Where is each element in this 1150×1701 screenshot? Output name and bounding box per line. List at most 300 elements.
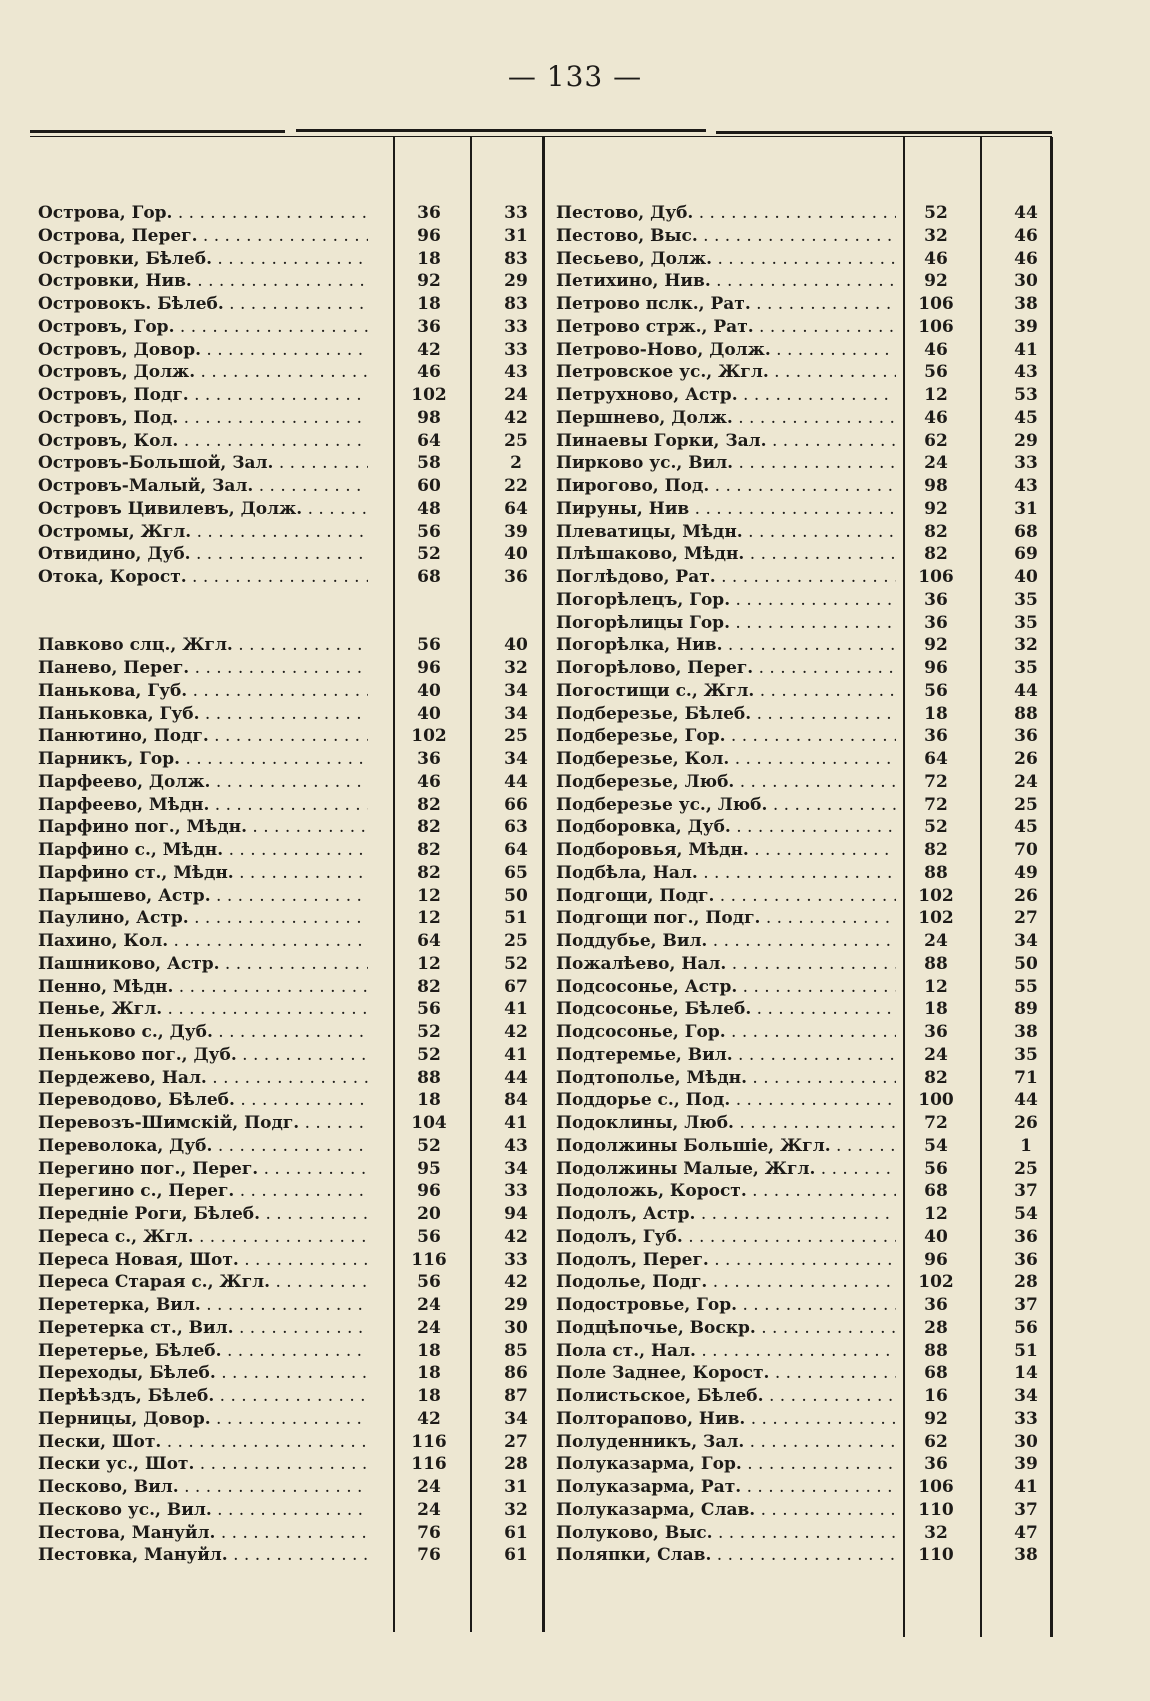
entry-number: 94	[504, 1204, 528, 1224]
entry-page: 36	[417, 316, 441, 337]
entry-name: Полуказарма, Слав. . . .	[556, 1499, 896, 1522]
entry-number: 34	[504, 1408, 528, 1429]
entry-number: 26	[1014, 885, 1038, 906]
entry-number: 1	[1020, 1135, 1032, 1156]
entry-number: 39	[504, 521, 528, 542]
entry-number: 41	[504, 1113, 528, 1133]
entry-page: 62	[924, 430, 948, 451]
entry-number: 38	[1014, 1545, 1038, 1566]
entry-name: Полторапово, Нив. . . .	[556, 1408, 896, 1431]
entry-page: 96	[417, 1181, 441, 1202]
entry-number: 29	[504, 1295, 528, 1315]
entry-page: 68	[924, 1363, 948, 1384]
entry-page: 36	[924, 1295, 948, 1315]
entry-name: Погостищи с., Жгл. . . .	[556, 680, 896, 703]
entry-name: Перетерка, Вил. . . .	[38, 1294, 368, 1317]
entry-page: 64	[417, 430, 441, 451]
entry-name: Передніе Роги, Бѣлеб. . . .	[38, 1203, 368, 1226]
entry-number: 33	[1014, 1408, 1038, 1429]
entry-name: Парфино ст., Мѣдн. . . .	[38, 862, 368, 885]
entry-number: 43	[504, 362, 528, 383]
entry-number: 31	[504, 1477, 528, 1497]
entry-name: Островъ, Подг. . . .	[38, 384, 368, 407]
entry-name: Подолжины Большіе, Жгл. . . .	[556, 1135, 896, 1158]
entry-name: Подберезье, Кол. . . .	[556, 748, 896, 771]
entry-page: 46	[924, 248, 948, 269]
entry-name: Острова, Перег. . . .	[38, 225, 368, 248]
entry-name: Подтополье, Мѣдн. . . .	[556, 1067, 896, 1090]
entry-number: 28	[1014, 1272, 1038, 1293]
entry-name: Островъ-Большой, Зал. . . .	[38, 452, 368, 475]
entry-page: 106	[918, 567, 954, 587]
entry-page: 106	[918, 294, 954, 314]
entry-page: 36	[924, 726, 948, 747]
entry-page: 12	[924, 385, 948, 405]
entry-page: 56	[417, 1272, 441, 1293]
entry-number: 44	[1014, 1090, 1038, 1111]
entry-number: 86	[504, 1363, 528, 1384]
entry-page: 82	[924, 1067, 948, 1088]
entry-name: Подборовья, Мѣдн. . . .	[556, 839, 896, 862]
entry-name: Пола ст., Нал. . . .	[556, 1340, 896, 1363]
entry-number: 50	[1014, 953, 1038, 974]
entry-page: 18	[924, 999, 948, 1020]
entry-name: Поглѣдово, Рат. . . .	[556, 566, 896, 589]
entry-page: 82	[924, 544, 948, 565]
entry-page: 36	[924, 1454, 948, 1475]
entry-name: Полуказарма, Гор. . . .	[556, 1453, 896, 1476]
entry-page: 88	[417, 1067, 441, 1088]
entry-page: 40	[417, 703, 441, 724]
entry-number: 25	[504, 726, 528, 747]
entry-page: 24	[924, 931, 948, 951]
entry-page: 72	[924, 771, 948, 792]
entry-number: 38	[1014, 1022, 1038, 1042]
entry-page: 96	[924, 658, 948, 678]
entry-page: 110	[918, 1499, 954, 1520]
entry-name: Подсосонье, Гор. . . .	[556, 1021, 896, 1044]
entry-page: 102	[918, 885, 954, 906]
entry-page: 32	[924, 1522, 948, 1543]
entry-name: Парфеево, Мѣдн. . . .	[38, 794, 368, 817]
entry-number: 27	[504, 1431, 528, 1452]
entry-number: 26	[1014, 1113, 1038, 1133]
entry-name: Погорѣлово, Перег. . . .	[556, 657, 896, 680]
entry-number: 71	[1014, 1067, 1038, 1088]
entry-name: Подолъ, Перег. . . .	[556, 1249, 896, 1272]
entry-name: Подолъ, Губ. . . .	[556, 1226, 896, 1249]
entry-name: Паньковка, Губ. . . .	[38, 703, 368, 726]
entry-name: Переводово, Бѣлеб. . . .	[38, 1089, 368, 1112]
entry-page: 46	[417, 362, 441, 383]
entry-number: 33	[504, 339, 528, 360]
entry-name: Островки, Нив. . . .	[38, 270, 368, 293]
entry-page: 12	[924, 1204, 948, 1224]
entry-number: 66	[504, 794, 528, 815]
entry-number: 34	[504, 1158, 528, 1179]
entry-name: Полистьское, Бѣлеб. . . .	[556, 1385, 896, 1408]
entry-page: 46	[924, 407, 948, 428]
entry-page: 52	[924, 203, 948, 223]
entry-number: 42	[504, 407, 528, 428]
entry-number: 42	[504, 1272, 528, 1293]
entry-page: 82	[924, 840, 948, 860]
table-header-rule	[30, 136, 1052, 137]
entry-number: 52	[504, 953, 528, 974]
entry-page: 100	[918, 1090, 954, 1111]
entry-page: 96	[924, 1249, 948, 1270]
entry-number: 33	[504, 1249, 528, 1270]
entry-page: 82	[417, 976, 441, 997]
entry-name: Парфино пог., Мѣдн. . . .	[38, 816, 368, 839]
entry-number: 25	[504, 931, 528, 951]
entry-number: 53	[1014, 385, 1038, 405]
entry-page: 116	[411, 1249, 447, 1270]
entry-name: Панькова, Губ. . . .	[38, 680, 368, 703]
entry-name: Подоклины, Люб. . . .	[556, 1112, 896, 1135]
entry-number: 25	[504, 430, 528, 451]
entry-page: 18	[417, 248, 441, 269]
entry-number: 55	[1014, 976, 1038, 997]
entry-number: 26	[1014, 749, 1038, 769]
entry-name: Подберезье ус., Люб. . . .	[556, 794, 896, 817]
entry-page: 46	[924, 339, 948, 360]
entry-page: 56	[924, 1158, 948, 1179]
entry-page: 92	[924, 498, 948, 519]
entry-number: 37	[1014, 1499, 1038, 1520]
entry-number: 24	[504, 385, 528, 405]
entry-name: Песково ус., Вил. . . .	[38, 1499, 368, 1522]
entry-number: 39	[1014, 1454, 1038, 1475]
entry-number: 70	[1014, 840, 1038, 860]
entry-page: 98	[924, 476, 948, 496]
entry-page: 36	[417, 203, 441, 223]
entry-page: 82	[417, 862, 441, 883]
entry-page: 42	[417, 1408, 441, 1429]
entry-page: 72	[924, 1113, 948, 1133]
entry-number: 28	[504, 1454, 528, 1475]
entry-page: 56	[417, 521, 441, 542]
entry-page: 116	[411, 1431, 447, 1452]
entry-name: Полуденникъ, Зал. . . .	[556, 1431, 896, 1454]
entry-number: 37	[1014, 1181, 1038, 1202]
entry-number: 22	[504, 476, 528, 496]
entry-page: 24	[924, 453, 948, 474]
entry-name: Остромы, Жгл. . . .	[38, 521, 368, 544]
entry-page: 16	[924, 1386, 948, 1406]
entry-page: 76	[417, 1522, 441, 1543]
entry-page: 72	[924, 794, 948, 815]
entry-page: 20	[417, 1204, 441, 1224]
entry-name: Поддорье с., Под. . . .	[556, 1089, 896, 1112]
entry-page: 102	[411, 385, 447, 405]
entry-number: 43	[1014, 476, 1038, 496]
entry-page: 24	[417, 1477, 441, 1497]
entry-name: Погорѣлка, Нив. . . .	[556, 634, 896, 657]
entry-number: 87	[504, 1386, 528, 1406]
entry-number: 54	[1014, 1204, 1038, 1224]
entry-number: 51	[504, 908, 528, 929]
entry-name: Павково слц., Жгл. . . .	[38, 634, 368, 657]
entry-number: 35	[1014, 1044, 1038, 1065]
entry-page: 92	[924, 635, 948, 656]
entry-page: 95	[417, 1158, 441, 1179]
entry-page: 102	[411, 726, 447, 747]
entry-number: 33	[504, 316, 528, 337]
entry-page: 92	[417, 271, 441, 292]
entry-number: 24	[1014, 771, 1038, 792]
entry-number: 83	[504, 294, 528, 314]
entry-number: 30	[1014, 1431, 1038, 1452]
entry-name: Островокъ. Бѣлеб. . . .	[38, 293, 368, 316]
entry-number: 40	[504, 635, 528, 656]
entry-name: Отока, Корост. . . .	[38, 566, 368, 589]
entry-number: 41	[504, 999, 528, 1020]
entry-name: Пердежево, Нал. . . .	[38, 1067, 368, 1090]
entry-page: 18	[417, 1090, 441, 1111]
entry-number: 36	[1014, 1249, 1038, 1270]
entry-name: Парфеево, Долж. . . .	[38, 771, 368, 794]
entry-name: Подолъ, Астр. . . .	[556, 1203, 896, 1226]
entry-name: Островъ, Довор. . . .	[38, 339, 368, 362]
entry-number: 44	[504, 771, 528, 792]
entry-page: 12	[417, 885, 441, 906]
entry-name: Пеньково пог., Дуб. . . .	[38, 1044, 368, 1067]
entry-name: Островки, Бѣлеб. . . .	[38, 248, 368, 271]
entry-page: 52	[417, 1044, 441, 1065]
entry-page: 104	[411, 1113, 447, 1133]
entry-number: 84	[504, 1090, 528, 1111]
entry-page: 56	[417, 999, 441, 1020]
entry-name: Подсосонье, Бѣлеб. . . .	[556, 998, 896, 1021]
entry-name: Першнево, Долж. . . .	[556, 407, 896, 430]
entry-name: Переходы, Бѣлеб. . . .	[38, 1362, 368, 1385]
entry-page: 52	[417, 544, 441, 565]
entry-number: 46	[1014, 225, 1038, 246]
entry-name: Панютино, Подг. . . .	[38, 725, 368, 748]
entry-page: 106	[918, 1477, 954, 1497]
entry-page: 68	[924, 1181, 948, 1202]
entry-name: Песьево, Долж. . . .	[556, 248, 896, 271]
entry-name: Пашниково, Астр. . . .	[38, 953, 368, 976]
entry-name: Поддубье, Вил. . . .	[556, 930, 896, 953]
entry-number: 63	[504, 817, 528, 838]
entry-page: 24	[417, 1499, 441, 1520]
entry-name: Подцѣпочье, Воскр. . . .	[556, 1317, 896, 1340]
entry-name: Плеватицы, Мѣдн. . . .	[556, 521, 896, 544]
right-col-divider-2	[980, 137, 982, 1637]
entry-name: Переса Новая, Шот. . . .	[38, 1249, 368, 1272]
entry-page: 28	[924, 1317, 948, 1338]
entry-number: 33	[504, 203, 528, 223]
entry-number: 43	[1014, 362, 1038, 383]
entry-page: 40	[924, 1226, 948, 1247]
entry-number: 83	[504, 248, 528, 269]
entry-name: Острова, Гор. . . .	[38, 202, 368, 225]
entry-number: 27	[1014, 908, 1038, 929]
entry-name: Островъ-Малый, Зал. . . .	[38, 475, 368, 498]
entry-page: 98	[417, 407, 441, 428]
entry-number: 35	[1014, 612, 1038, 633]
entry-page: 92	[924, 271, 948, 292]
entry-number: 37	[1014, 1295, 1038, 1315]
entry-page: 106	[918, 316, 954, 337]
entry-name: Пируны, Нив . . .	[556, 498, 896, 521]
entry-page: 46	[417, 771, 441, 792]
entry-number: 41	[1014, 1477, 1038, 1497]
entry-number: 35	[1014, 589, 1038, 610]
entry-name: Подбѣла, Нал. . . .	[556, 862, 896, 885]
entry-page: 82	[417, 817, 441, 838]
entry-number: 34	[1014, 931, 1038, 951]
entry-number: 34	[504, 680, 528, 701]
entry-number: 36	[1014, 1226, 1038, 1247]
entry-page: 102	[918, 1272, 954, 1293]
entry-name: Островъ, Долж. . . .	[38, 361, 368, 384]
entry-number: 67	[504, 976, 528, 997]
entry-number: 38	[1014, 294, 1038, 314]
entry-name: Подоложь, Корост. . . .	[556, 1180, 896, 1203]
entry-number: 31	[1014, 498, 1038, 519]
entry-number: 42	[504, 1022, 528, 1042]
entry-number: 33	[504, 1181, 528, 1202]
entry-name: Пестово, Выс. . . .	[556, 225, 896, 248]
entry-page: 68	[417, 567, 441, 587]
entry-page: 82	[417, 794, 441, 815]
entry-number: 25	[1014, 794, 1038, 815]
entry-name: Пожалѣево, Нал. . . .	[556, 953, 896, 976]
entry-number: 14	[1014, 1363, 1038, 1384]
entry-page: 18	[924, 703, 948, 724]
entry-number: 40	[1014, 567, 1038, 587]
entry-page: 36	[417, 749, 441, 769]
entry-name: Поле Заднее, Корост. . . .	[556, 1362, 896, 1385]
entry-name: Погорѣлецъ, Гор. . . .	[556, 589, 896, 612]
entry-page: 56	[924, 362, 948, 383]
entry-name: Перѣѣздъ, Бѣлеб. . . .	[38, 1385, 368, 1408]
entry-number: 32	[1014, 635, 1038, 656]
entry-page: 56	[417, 1226, 441, 1247]
entry-page: 36	[924, 1022, 948, 1042]
entry-page: 18	[417, 1386, 441, 1406]
entry-name: Песково, Вил. . . .	[38, 1476, 368, 1499]
entry-page: 56	[417, 635, 441, 656]
entry-name: Плѣшаково, Мѣдн. . . .	[556, 543, 896, 566]
entry-name: Перегино с., Перег. . . .	[38, 1180, 368, 1203]
entry-name: Петихино, Нив. . . .	[556, 270, 896, 293]
entry-number: 42	[504, 1226, 528, 1247]
entry-page: 42	[417, 339, 441, 360]
entry-name: Островъ Цивилевъ, Долж. . . .	[38, 498, 368, 521]
entry-name: Парышево, Астр. . . .	[38, 885, 368, 908]
entry-name: Перетерка ст., Вил. . . .	[38, 1317, 368, 1340]
entry-number: 44	[1014, 203, 1038, 223]
entry-name: Пинаевы Горки, Зал. . . .	[556, 430, 896, 453]
entry-page: 24	[417, 1317, 441, 1338]
entry-name: Панево, Перег. . . .	[38, 657, 368, 680]
entry-name: Парфино с., Мѣдн. . . .	[38, 839, 368, 862]
entry-name: Переволока, Дуб. . . .	[38, 1135, 368, 1158]
entry-page: 12	[924, 976, 948, 997]
entry-page: 40	[417, 680, 441, 701]
entry-number: 40	[504, 544, 528, 565]
entry-page: 82	[417, 840, 441, 860]
entry-page: 56	[924, 680, 948, 701]
entry-name: Перевозъ-Шимскій, Подг. . . .	[38, 1112, 368, 1135]
entry-name: Пестовка, Мануйл. . . .	[38, 1544, 368, 1567]
entry-number: 36	[1014, 726, 1038, 747]
entry-name: Пески ус., Шот. . . .	[38, 1453, 368, 1476]
entry-number: 30	[1014, 271, 1038, 292]
entry-number: 30	[504, 1317, 528, 1338]
entry-name: Подборовка, Дуб. . . .	[556, 816, 896, 839]
entry-page: 88	[924, 862, 948, 883]
entry-number: 36	[504, 567, 528, 587]
left-col-divider-2	[470, 137, 472, 1632]
entry-name: Островъ, Под. . . .	[38, 407, 368, 430]
entry-name: Перетерье, Бѣлеб. . . .	[38, 1340, 368, 1363]
entry-page: 32	[924, 225, 948, 246]
table-top-rule-left	[30, 130, 285, 133]
entry-number: 2	[510, 453, 522, 474]
entry-page: 24	[417, 1295, 441, 1315]
table-top-rule-right	[716, 131, 1052, 134]
entry-name: Петрово-Ново, Долж. . . .	[556, 339, 896, 362]
entry-name: Полуково, Выс. . . .	[556, 1522, 896, 1545]
entry-number: 29	[1014, 430, 1038, 451]
entry-name: Переса Старая с., Жгл. . . .	[38, 1271, 368, 1294]
entry-name: Островъ, Гор. . . .	[38, 316, 368, 339]
entry-number: 32	[504, 1499, 528, 1520]
entry-name: Подостровье, Гор. . . .	[556, 1294, 896, 1317]
entry-number: 61	[504, 1545, 528, 1566]
entry-page: 60	[417, 476, 441, 496]
entry-page: 12	[417, 908, 441, 929]
entry-number: 41	[1014, 339, 1038, 360]
entry-number: 45	[1014, 407, 1038, 428]
entry-page: 36	[924, 589, 948, 610]
entry-name: Петровское ус., Жгл. . . .	[556, 361, 896, 384]
entry-name: Подгощи, Подг. . . .	[556, 885, 896, 908]
entry-name: Подберезье, Гор. . . .	[556, 725, 896, 748]
entry-number: 65	[504, 862, 528, 883]
entry-number: 56	[1014, 1317, 1038, 1338]
entry-number: 85	[504, 1340, 528, 1361]
entry-name: Пересa с., Жгл. . . .	[38, 1226, 368, 1249]
entry-page: 116	[411, 1454, 447, 1475]
entry-number: 31	[504, 225, 528, 246]
table-top-rule-middle	[296, 129, 706, 132]
entry-name: Пестова, Мануйл. . . .	[38, 1522, 368, 1545]
entry-number: 32	[504, 658, 528, 678]
entry-number: 49	[1014, 862, 1038, 883]
entry-name: Подгощи пог., Подг. . . .	[556, 907, 896, 930]
entry-number: 46	[1014, 248, 1038, 269]
entry-page: 18	[417, 1340, 441, 1361]
entry-number: 64	[504, 840, 528, 860]
entry-number: 51	[1014, 1340, 1038, 1361]
entry-page: 88	[924, 953, 948, 974]
entry-name: Пахино, Кол. . . .	[38, 930, 368, 953]
entry-name: Подолжины Малые, Жгл. . . .	[556, 1158, 896, 1181]
entry-page: 82	[924, 521, 948, 542]
entry-number: 44	[504, 1067, 528, 1088]
entry-page: 52	[924, 817, 948, 838]
entry-number: 69	[1014, 544, 1038, 565]
entry-name: Пески, Шот. . . .	[38, 1431, 368, 1454]
entry-page: 102	[918, 908, 954, 929]
entry-number: 47	[1014, 1522, 1038, 1543]
